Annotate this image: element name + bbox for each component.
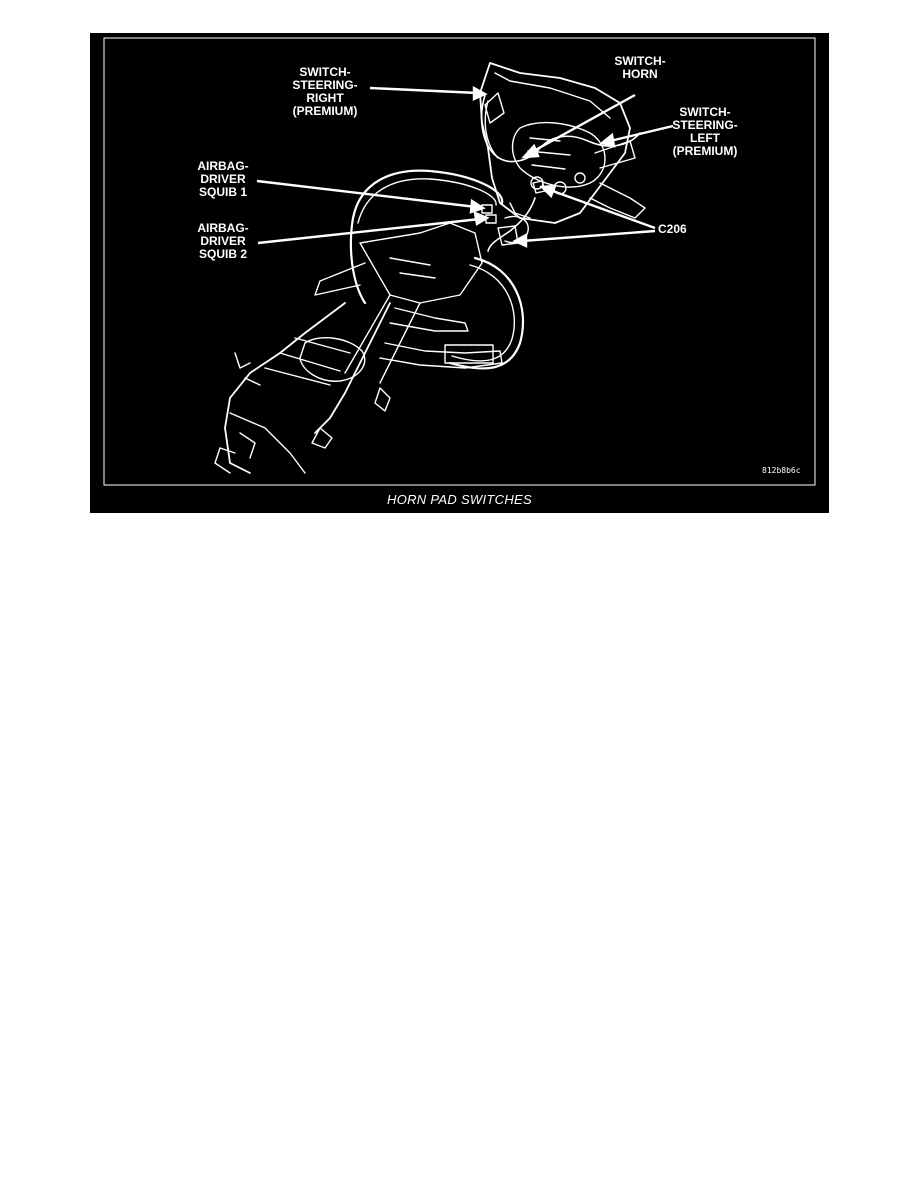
bolt	[375, 388, 390, 411]
column-nut	[312, 428, 332, 448]
column-right-edge	[315, 303, 390, 433]
right-premium-switch	[485, 93, 504, 123]
label-airbag-driver-squib-2: AIRBAG- DRIVER SQUIB 2	[197, 221, 249, 261]
label-c206: C206	[658, 222, 687, 236]
stalk-upper	[390, 308, 468, 331]
switch-ring-right	[575, 173, 585, 183]
figure-caption: HORN PAD SWITCHES	[387, 492, 532, 507]
label-switch-steering-right: SWITCH- STEERING- RIGHT (PREMIUM)	[292, 65, 358, 118]
hub-detail	[390, 258, 435, 278]
column-bracket	[215, 448, 235, 473]
wheel-rim-bottom-inner	[452, 265, 514, 361]
leader-switch-steering-right	[370, 88, 478, 93]
leader-c206-lower	[522, 231, 655, 241]
column-base	[230, 413, 305, 473]
column-shroud-lines	[265, 338, 350, 385]
label-switch-horn: SWITCH- HORN	[614, 54, 666, 81]
leader-c206-upper	[550, 190, 655, 228]
label-airbag-driver-squib-1: AIRBAG- DRIVER SQUIB 1	[197, 159, 249, 199]
leader-squib-2	[258, 219, 480, 243]
wire-harness-upper-inner	[485, 101, 498, 158]
pad-lower-edge	[510, 203, 530, 218]
label-switch-steering-left: SWITCH- STEERING- LEFT (PREMIUM)	[672, 105, 738, 158]
diagram-figure	[90, 33, 829, 513]
horn-pad-top-edge	[495, 73, 610, 118]
figure-id: 812b8b6c	[762, 466, 801, 475]
